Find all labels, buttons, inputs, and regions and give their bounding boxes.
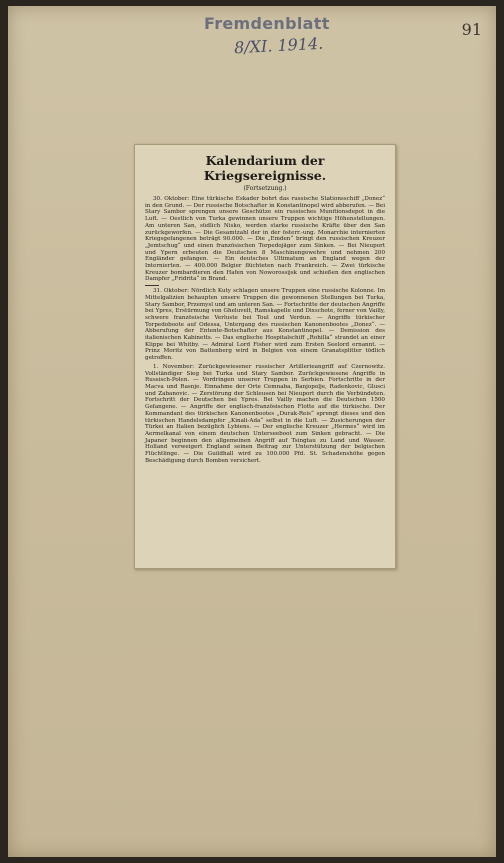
paragraph-oct-30: 30. Oktober: Eine türkische Eskader bohrt das russische Stationsschiff „Donez“ in den Grund. — Der russische Botschafter in Konstantinopel wird abberufen. — Bei Stary Sambor sprengen unsere Geschütze ein russisches Munitionsdepot in die Luft. — Oestlich von Turka gewinnen unsere Truppen wichtige Höhenstellungen. Am unteren San, südlich Nisko, werden starke russische Kräfte über den San zurückgeworfen. — Die Gesamtzahl der in der österr.-ung. Monarchie internierten Kriegsgefangenen beträgt 90.000. — Die „Emden“ bringt den russischen Kreuzer „Jemtschug“ und einen französischen Torpedojäger zum Sinken. — Bei Nieuport und Ypern erbeuten die Deutschen 8 Maschinengewehre und nehmen 200 Engländer gefangen. — Ein deutsches Ultimatum an England wegen der Internierten. — 400.000 Belgier flüchteten nach Frankreich. — Zwei türkische Kreuzer bombardieren den Hafen von Noworossijsk und schießen den englischen Dampfer „Fridrita“ in Brand. [145,196,385,283]
archive-page [8,6,496,857]
page-number: 91 [461,20,482,39]
separator-rule [145,285,159,286]
handwritten-date: 8/XI. 1914. [233,33,324,58]
newspaper-stamp: Fremdenblatt [204,14,330,33]
paragraph-oct-31: 31. Oktober: Nördlich Kuty schlagen unsere Truppen eine russische Kolonne. Im Mittelgalizien behaupten unsere Truppen die gewonnenen Stellungen bei Turka, Stary Sambor, Przemysl und am unteren San. — Fortschritte der deutschen Angriffe bei Ypres, Erstürmung von Gheluvelt, Ramskapelle und Dixschote, ferner von Vailly, schwere französische Verluste bei Toul und Verdun. — Angriffe türkischer Torpedoboote auf Odessa, Untergang des russischen Kanonenbootes „Donez“. — Abberufung der Entente-Botschafter aus Konstantinopel. — Demission des italienischen Kabinetts. — Das englische Hospitalschiff „Rohilla“ strandet an einer Klippe bei Whitby. — Admiral Lord Fisher wird zum Ersten Seelord ernannt. — Prinz Moritz von Battenberg wird in Belgien von einem Granatsplitter tödlich getroffen. [145,288,385,362]
newspaper-clipping [134,144,396,569]
continued-note: (Fortsetzung.) [243,185,287,192]
clipping-title: Kalendarium der Kriegsereignisse. [203,153,327,183]
paragraph-nov-1: 1. November: Zurückgewiesener russischer Artillerieangriff auf Czernowitz. Vollständiger Sieg bei Turka und Stary Sambor. Zurückgewiesene Angriffe in Russisch-Polen. — Vordringen unserer Truppen in Serbien. Fortschritte in der Macva und Rasnje. Einnahme der Orte Cemnaba, Banjopolje, Radenkovic, Glusci und Zabanovic. — Zerstörung der Schleusen bei Nieuport durch die Verbündeten. Fortschritt der Deutschen bei Ypres. Bei Vailly machen die Deutschen 1500 Gefangene. — Angriffe der englisch-französischen Flotte auf die türkische. Der Kommandant des türkischen Kanonenbootes „Durak-Reis“ sprengt dieses und den türkischen Handelsdampfer „Kinali-Ada“ selbst in die Luft. — Zusicherungen der Türkei an Italien bezüglich Lybiens. — Der englische Kreuzer „Hermes“ wird im Aermelkanal von einem deutschen Unterseeboot zum Sinken gebracht. — Die Japaner beginnen den allgemeinen Angriff auf Tsingtau zu Land und Wasser. Holland verweigert England seinen Beitrag zur Unterstützung der belgischen Flüchtlinge. — Die Guildhall wird zu 100.000 Pfd. St. Schadenshöhe gegen Beschädigung durch Bomben versichert. [145,363,385,464]
